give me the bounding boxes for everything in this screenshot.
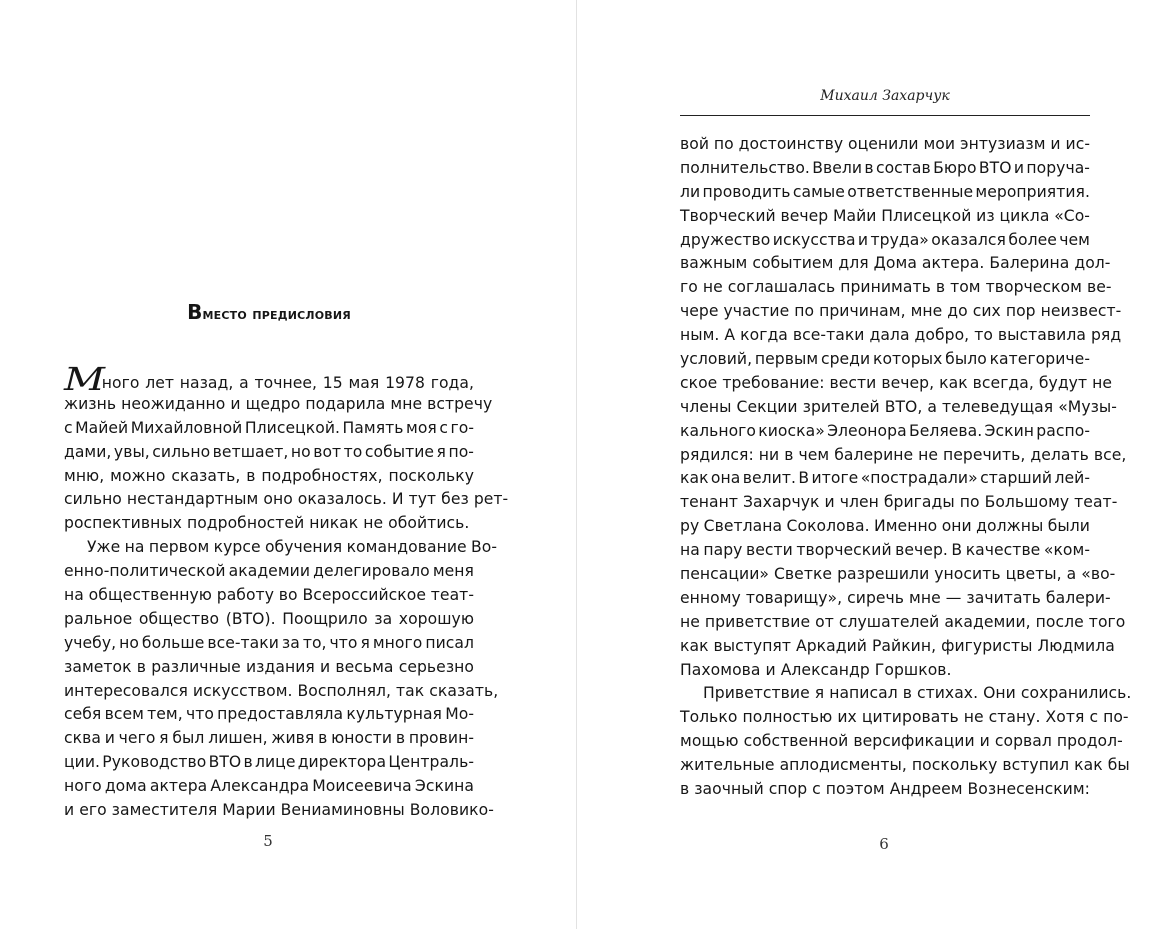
text-line <box>64 360 474 398</box>
text-line-content: дружество искусства и труда» оказался более чем <box>680 230 1090 249</box>
drop-cap-initial: М <box>64 360 103 398</box>
text-line-content: с Майей Михайловной Плисецкой. Память моя с го- <box>64 418 474 437</box>
text-line <box>680 635 1115 659</box>
text-line-content: Уже на первом курсе обучения командование Во- <box>87 538 497 557</box>
text-line-content: мню, можно сказать, в подробностях, поскольку <box>64 466 474 485</box>
text-line-content: жительные аплодисменты, поскольку вступил как бы <box>680 756 1130 775</box>
text-line-content: ного дома актера Александра Моисеевича Эскина <box>64 777 474 796</box>
text-line <box>680 515 1090 539</box>
text-line <box>680 730 1123 754</box>
chapter-title-text: место предисловия <box>202 305 351 323</box>
text-line-content: Только полностью их цитировать не стану. Хотя с по- <box>680 708 1129 727</box>
text-line-content: сква и чего я был лишен, живя в юности в провин- <box>64 729 474 748</box>
text-line <box>64 608 474 632</box>
text-line-content: полнительство. Ввели в состав Бюро ВТО и поруча- <box>680 158 1090 177</box>
text-line-content: члены Секции зрителей ВТО, а телеведущая «Музы- <box>680 397 1117 416</box>
page-number-left: 5 <box>263 832 273 850</box>
text-line-content: вой по достоинству оценили мои энтузиазм и ис- <box>680 135 1090 153</box>
text-line <box>64 512 474 536</box>
text-line-content: в заочный спор с поэтом Андреем Вознесенским: <box>680 780 1090 799</box>
text-line <box>64 727 474 751</box>
left-page <box>0 0 576 929</box>
text-line <box>680 539 1090 563</box>
text-line-content: енному товарищу», сиречь мне — зачитать балери- <box>680 588 1111 607</box>
running-head-rule <box>680 115 1090 116</box>
text-line-content: заметок в различные издания и весьма серьезно <box>64 657 474 676</box>
text-line <box>680 396 1117 420</box>
text-line-content: условий, первым среди которых было категориче- <box>680 350 1090 369</box>
text-line <box>64 560 474 584</box>
text-line-content: Пахомова и Александр Горшков. <box>680 660 952 679</box>
text-line-content: не приветствие от слушателей академии, после того <box>680 612 1126 631</box>
text-line-content: кального киоска» Элеонора Беляева. Эскин распо- <box>680 421 1090 440</box>
text-line-content: сильно нестандартным оно оказалось. И тут без рет- <box>64 490 509 509</box>
text-line <box>680 252 1111 276</box>
chapter-title-initial: В <box>187 300 203 324</box>
text-line-content: интересовался искусством. Восполнял, так сказать, <box>64 681 499 700</box>
text-line <box>680 754 1130 778</box>
text-line <box>64 584 474 608</box>
text-line <box>64 393 493 417</box>
text-line-content: пенсации» Светке разрешили уносить цветы, а «во- <box>680 565 1116 584</box>
text-line <box>680 467 1090 491</box>
text-line <box>680 491 1118 515</box>
left-page-body <box>64 360 509 823</box>
text-line-content: ру Светлана Соколова. Именно они должны были <box>680 517 1090 536</box>
text-line <box>64 680 499 704</box>
text-line <box>64 417 474 441</box>
text-line <box>680 611 1126 635</box>
text-line <box>680 205 1090 229</box>
text-line <box>680 563 1116 587</box>
text-line <box>64 703 474 727</box>
text-line <box>680 229 1090 253</box>
text-line-content: важным событием для Дома актера. Балерина дол- <box>680 254 1111 273</box>
text-line-content: как она велит. В итоге «пострадали» старший лей- <box>680 469 1090 488</box>
page-number-right: 6 <box>879 835 889 853</box>
text-line <box>680 706 1129 730</box>
text-line <box>64 632 474 656</box>
text-line <box>680 181 1090 205</box>
text-line-content: и его заместителя Марии Вениаминовны Воловико- <box>64 801 494 820</box>
text-line-content: учебу, но больше все-таки за то, что я много писал <box>64 633 474 652</box>
text-line <box>64 751 474 775</box>
text-line-content: на общественную работу во Всероссийское теат- <box>64 586 474 605</box>
text-line <box>64 656 474 680</box>
text-line-content: мощью собственной версификации и сорвал продол- <box>680 732 1123 751</box>
text-line <box>64 536 497 560</box>
text-line <box>64 488 509 512</box>
text-line <box>680 324 1122 348</box>
text-line <box>64 799 494 823</box>
text-line <box>680 659 1090 683</box>
text-line <box>680 276 1112 300</box>
text-line-content: ли проводить самые ответственные мероприятия. <box>680 182 1090 201</box>
text-line-content: роспективных подробностей никак не обойтись. <box>64 514 470 533</box>
text-line <box>680 420 1090 444</box>
text-line-content: енно-политической академии делегировало меня <box>64 562 474 581</box>
text-line-content: ции. Руководство ВТО в лице директора Централь- <box>64 753 474 772</box>
text-line-content: себя всем тем, что предоставляла культурная Мо- <box>64 705 474 724</box>
text-line <box>680 348 1090 372</box>
text-line-content: ного лет назад, а точнее, 15 мая 1978 года, <box>101 374 474 392</box>
chapter-title <box>64 300 474 324</box>
text-line-content: ральное общество (ВТО). Поощрило за хорошую <box>64 609 474 628</box>
text-line <box>680 300 1122 324</box>
text-line <box>64 441 474 465</box>
text-line <box>680 682 1132 706</box>
text-line <box>680 444 1127 468</box>
text-line-content: дами, увы, сильно ветшает, но вот то событие я по- <box>64 442 474 461</box>
running-head-author: Михаил Захарчук <box>820 88 950 104</box>
text-line-content: жизнь неожиданно и щедро подарила мне встречу <box>64 394 493 413</box>
text-line-content: ным. А когда все-таки дала добро, то выставила ряд <box>680 326 1122 345</box>
text-line <box>64 775 474 799</box>
text-line-content: го не соглашалась принимать в том творческом ве- <box>680 278 1112 297</box>
text-line <box>680 372 1112 396</box>
text-line-content: на пару вести творческий вечер. В качестве «ком- <box>680 541 1090 560</box>
right-page-body <box>680 133 1132 802</box>
text-line-content: Творческий вечер Майи Плисецкой из цикла «Со- <box>680 206 1090 225</box>
text-line <box>64 465 474 489</box>
text-line-content: ское требование: вести вечер, как всегда, будут не <box>680 373 1112 392</box>
text-line-content: как выступят Аркадий Райкин, фигуристы Людмила <box>680 636 1115 655</box>
text-line-content: тенант Захарчук и член бригады по Большому теат- <box>680 493 1118 512</box>
text-line-content: чере участие по причинам, мне до сих пор неизвест- <box>680 302 1122 321</box>
text-line <box>680 133 1090 157</box>
text-line <box>680 587 1111 611</box>
text-line-content: Приветствие я написал в стихах. Они сохранились. <box>703 684 1132 703</box>
text-line-content: рядился: ни в чем балерине не перечить, делать все, <box>680 445 1127 464</box>
text-line <box>680 157 1090 181</box>
right-page <box>577 0 1156 929</box>
text-line <box>680 778 1090 802</box>
